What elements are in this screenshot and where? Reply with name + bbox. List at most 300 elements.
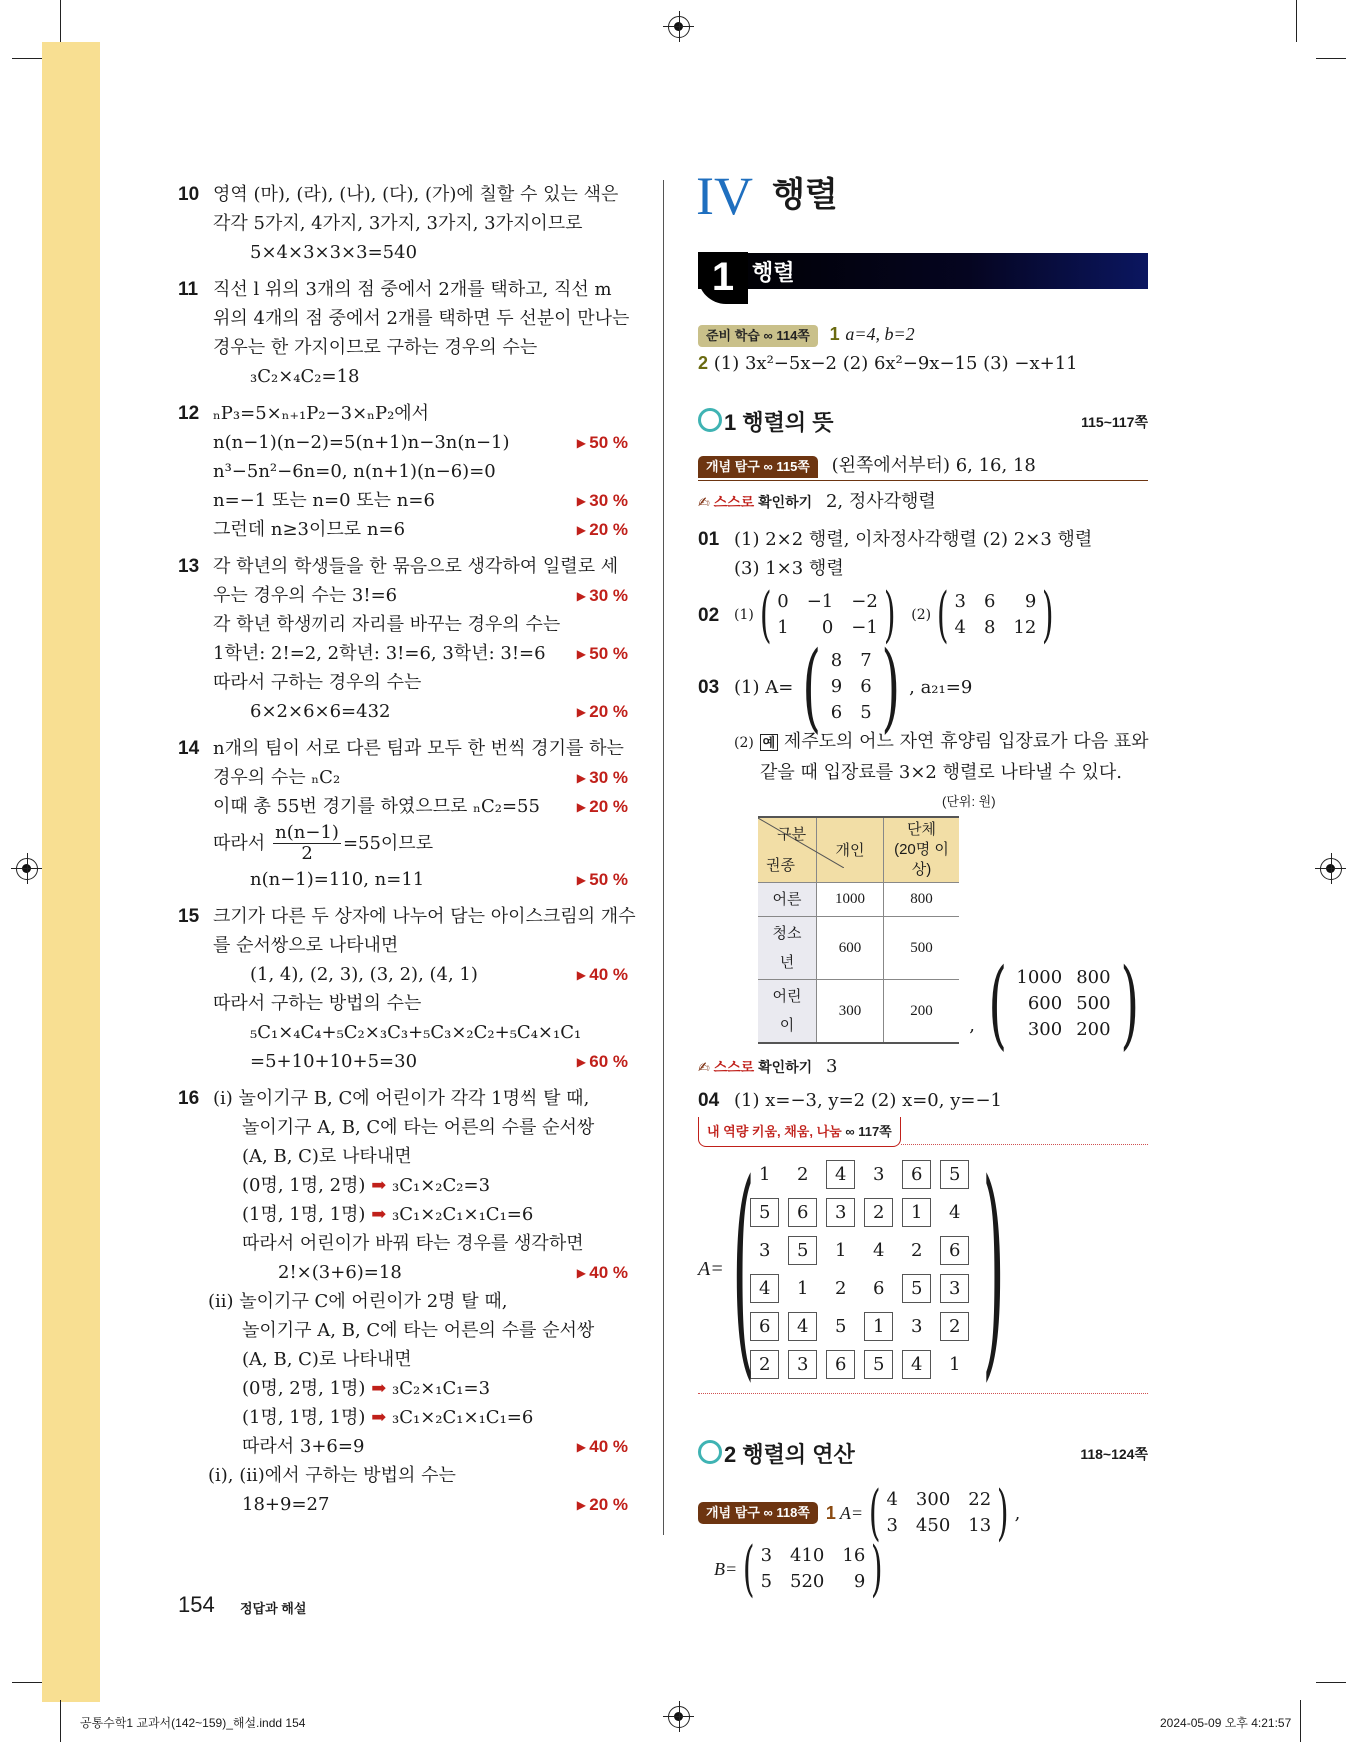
subsection-number: 2 xyxy=(724,1442,737,1467)
matrix-entry: 16 xyxy=(842,1545,866,1566)
solution-line xyxy=(178,486,628,515)
pencil-check-icon: ✍ xyxy=(698,1059,710,1075)
solution-line xyxy=(178,1171,628,1200)
cell-value: 3 xyxy=(910,1315,923,1337)
matrix-entry: 600 xyxy=(1027,993,1063,1014)
right-arrow-icon: ➡ xyxy=(371,1204,387,1225)
solution-line: 경우는 한 가지이므로 구하는 경우의 수는 xyxy=(213,337,538,358)
right-paren: ) xyxy=(997,1478,1009,1548)
matrix-entry: 7 xyxy=(860,650,872,671)
part-label: (2) xyxy=(911,606,932,623)
page-number: 154 xyxy=(178,1592,215,1617)
text: 따라서 xyxy=(213,832,266,854)
solution-line xyxy=(178,821,628,865)
solution-line xyxy=(178,697,628,726)
grid-cell xyxy=(898,1231,936,1269)
right-paren: ) xyxy=(1119,948,1139,1060)
cell-value: 2 xyxy=(834,1277,847,1299)
matrix-entry: 1 xyxy=(777,617,789,638)
cell-value: 5 xyxy=(940,1160,969,1189)
part-label: (1) A= xyxy=(734,676,794,698)
solution-line xyxy=(178,1403,628,1432)
boxed-cell xyxy=(822,1193,860,1231)
self-check-line xyxy=(698,487,1148,517)
part-label: (1) xyxy=(734,606,754,623)
prep-tag: 준비 학습 ∞ 114쪽 xyxy=(698,325,818,347)
ordered-triple: (0명, 1명, 2명) xyxy=(242,1175,366,1196)
page-range: 115~117쪽 xyxy=(1081,414,1148,430)
cell-value: 1 xyxy=(902,1198,931,1227)
registration-mark-icon xyxy=(668,1706,690,1728)
chapter-numeral: IV xyxy=(696,166,753,226)
solution-line: ₙP₃=5×ₙ₊₁P₂−3×ₙP₂에서 xyxy=(213,403,430,424)
crop-mark xyxy=(60,0,61,42)
column-header xyxy=(883,817,959,883)
matrix-entry: 200 xyxy=(1076,1019,1111,1040)
matrix-entry: 8 xyxy=(830,650,843,671)
solution-line: (A, B, C)로 나타내면 xyxy=(242,1349,412,1370)
cell-value: 1 xyxy=(758,1163,771,1185)
fee-table-wrap xyxy=(698,816,1148,1060)
solution-line: n개의 팀이 서로 다른 팀과 모두 한 번씩 경기를 하는 xyxy=(213,738,624,759)
solution-line: 크기가 다른 두 상자에 나누어 담는 아이스크림의 개수 xyxy=(213,906,636,927)
equation: =5+10+10+5=30 xyxy=(250,1051,418,1072)
capacity-label: 내 역량 키움, 채움, 나눔 xyxy=(707,1124,842,1139)
right-arrow-icon: ➡ xyxy=(371,1407,387,1428)
concept2-line xyxy=(698,1534,1148,1604)
matrix-label: A= xyxy=(698,1257,724,1280)
concept-tag: 개념 탐구 ∞ 115쪽 xyxy=(698,456,818,478)
grid-cell xyxy=(860,1269,898,1307)
solution-line: 각 학년 학생끼리 자리를 바꾸는 경우의 수는 xyxy=(213,614,561,635)
matrix xyxy=(793,631,909,743)
question-01 xyxy=(698,525,1148,583)
right-paren: ) xyxy=(1042,580,1054,650)
matrix-entry: 1000 xyxy=(1016,967,1063,988)
matrix-grid xyxy=(777,589,878,641)
corner-header xyxy=(758,817,817,883)
table-row xyxy=(758,980,959,1044)
cell-value: 6 xyxy=(788,1198,817,1227)
score-percent: ▶ 20 % xyxy=(577,1490,628,1521)
grid-cell xyxy=(822,1269,860,1307)
problem-14 xyxy=(178,734,628,894)
equation: 경우의 수는 ₙC₂ xyxy=(213,767,341,788)
right-arrow-icon: ➡ xyxy=(371,1378,387,1399)
solution-line xyxy=(178,763,628,792)
self-check-red: 스스로 xyxy=(713,494,755,510)
cell-value: 5 xyxy=(788,1236,817,1265)
dotted-rule xyxy=(698,1393,1148,1394)
solution-line: 각 학년의 학생들을 한 묶음으로 생각하여 일렬로 세 xyxy=(213,556,619,577)
matrix-entry: 8 xyxy=(983,617,996,638)
boxed-cell xyxy=(936,1155,974,1193)
score-percent: ▶ 30 % xyxy=(577,581,628,612)
column-header: 개인 xyxy=(817,817,884,883)
problem-13 xyxy=(178,552,628,726)
circle-icon xyxy=(698,1440,722,1464)
table-cell: 200 xyxy=(883,980,959,1044)
self-check-label xyxy=(698,1059,812,1075)
concept-line xyxy=(698,451,1148,481)
solution-line xyxy=(178,1490,628,1519)
score-percent: ▶ 20 % xyxy=(577,697,628,728)
crop-mark xyxy=(1316,1682,1346,1683)
boxed-cell xyxy=(936,1231,974,1269)
cell-value: 6 xyxy=(902,1160,931,1189)
matrix-grid xyxy=(1016,965,1110,1043)
matrix-entry: 800 xyxy=(1076,967,1111,988)
score-percent: ▶ 60 % xyxy=(577,1047,628,1078)
cell-value: 3 xyxy=(758,1239,771,1261)
matrix-entry: 4 xyxy=(954,617,966,638)
numerator: n(n−1) xyxy=(275,821,339,843)
equation: ₃C₁×₂C₁×₁C₁=6 xyxy=(392,1407,534,1428)
score-percent: ▶ 40 % xyxy=(577,1258,628,1289)
matrix-entry: 6 xyxy=(983,591,996,612)
registration-mark-icon xyxy=(668,16,690,38)
matrix-grid xyxy=(955,589,1037,641)
equation: 2!×(3+6)=18 xyxy=(278,1262,402,1283)
question-number: 03 xyxy=(698,676,720,698)
circle-icon xyxy=(698,408,722,432)
score-percent: ▶ 40 % xyxy=(577,1432,628,1463)
cell-value: 5 xyxy=(834,1315,847,1337)
row-header: 청소년 xyxy=(758,917,817,980)
cell-value: 2 xyxy=(796,1163,809,1185)
boxed-cell xyxy=(936,1269,974,1307)
qnum-text: 01 xyxy=(698,529,720,550)
matrix-grid xyxy=(831,648,872,726)
grid-cell xyxy=(822,1307,860,1345)
matrix-a xyxy=(863,1478,1015,1548)
boxed-cell xyxy=(784,1231,822,1269)
solution-line xyxy=(178,1432,628,1461)
matrix-grid xyxy=(761,1543,866,1595)
score-percent: ▶ 40 % xyxy=(577,960,628,991)
solution-line xyxy=(178,515,628,544)
matrix-entry: 3 xyxy=(954,591,966,612)
matrix-entry: 5 xyxy=(760,1571,773,1592)
solution-line xyxy=(178,792,628,821)
fee-table xyxy=(758,816,959,1044)
page-range: 118~124쪽 xyxy=(1080,1446,1148,1462)
cell-value: 3 xyxy=(826,1198,855,1227)
matrix-entry: 0 xyxy=(777,591,789,612)
self-check-black: 확인하기 xyxy=(758,1059,813,1075)
cell-value: 3 xyxy=(872,1163,885,1185)
table-row xyxy=(758,883,959,917)
crop-mark xyxy=(1296,0,1297,42)
matrix-entry: 3 xyxy=(760,1545,773,1566)
problem-16 xyxy=(178,1084,628,1519)
ordered-triple: (1명, 1명, 1명) xyxy=(242,1407,366,1428)
prep-line xyxy=(698,349,1148,378)
ordered-triple: (0명, 2명, 1명) xyxy=(242,1378,366,1399)
cell-value: 2 xyxy=(910,1239,923,1261)
solution-line: 를 순서쌍으로 나타내면 xyxy=(213,935,399,956)
solution-line: 따라서 구하는 경우의 수는 xyxy=(213,672,422,693)
part-label: (2) xyxy=(734,735,754,751)
solution-line xyxy=(178,1374,628,1403)
solution-line xyxy=(178,865,628,894)
left-paren: ( xyxy=(759,580,772,650)
subsection-heading xyxy=(698,1440,1148,1469)
equation: 따라서 3+6=9 xyxy=(242,1436,365,1457)
right-column xyxy=(698,320,1149,1604)
corner-bottom-label: 권종 xyxy=(766,857,795,874)
problem-number: 10 xyxy=(178,184,200,205)
solution-line: 위의 4개의 점 중에서 2개를 택하면 두 선분이 만나는 xyxy=(213,308,630,329)
equation: 이때 총 55번 경기를 하였으므로 ₙC₂=55 xyxy=(213,796,540,817)
equation: 우는 경우의 수는 3!=6 xyxy=(213,585,398,606)
grid-cell xyxy=(936,1345,974,1383)
solution-line: 직선 l 위의 3개의 점 중에서 2개를 택하고, 직선 m xyxy=(213,279,612,300)
matrix-entry: 300 xyxy=(1027,1019,1063,1040)
self-check-red: 스스로 xyxy=(713,1059,755,1075)
self-check-line xyxy=(698,1052,1148,1082)
matrix-entry: 9 xyxy=(853,1571,866,1592)
cell-value: 4 xyxy=(788,1312,817,1341)
registration-mark-icon xyxy=(16,858,38,880)
matrix-entry: 5 xyxy=(860,702,872,723)
table-row xyxy=(758,917,959,980)
table-cell: 1000 xyxy=(817,883,884,917)
matrix-entry: 410 xyxy=(790,1545,825,1566)
cell-value: 4 xyxy=(948,1201,961,1223)
solution-line: (i) 놀이기구 B, C에 어린이가 각각 1명씩 탈 때, xyxy=(213,1088,590,1109)
question-02 xyxy=(698,580,1148,650)
equation: n=−1 또는 n=0 또는 n=6 xyxy=(213,490,435,511)
matrix-entry: 450 xyxy=(915,1515,951,1536)
matrix-label: A= xyxy=(839,1502,864,1523)
equation: 그런데 n≥3이므로 n=6 xyxy=(213,519,406,540)
solution-line: n³−5n²−6n=0, n(n+1)(n−6)=0 xyxy=(213,461,496,482)
answer-line: 같을 때 입장료를 3×2 행렬로 나타낼 수 있다. xyxy=(760,762,1122,783)
table-unit: (단위: 원) xyxy=(942,794,996,809)
matrix-entry: −1 xyxy=(851,617,878,638)
page-section-label: 정답과 해설 xyxy=(240,1601,307,1616)
cell-value: 2 xyxy=(864,1198,893,1227)
left-column xyxy=(178,180,636,1527)
solution-line xyxy=(178,1047,628,1076)
section-title: 행렬 xyxy=(752,260,795,285)
problem-number: 12 xyxy=(178,403,200,424)
grid-cell xyxy=(784,1155,822,1193)
solution-line: 따라서 어린이가 바꿔 타는 경우를 생각하면 xyxy=(242,1233,584,1254)
solution-line xyxy=(178,639,628,668)
table-cell: 800 xyxy=(883,883,959,917)
crop-mark xyxy=(60,1700,61,1742)
crop-mark xyxy=(1316,58,1346,59)
subsection-number: 1 xyxy=(724,410,737,435)
margin-color-strip xyxy=(42,42,100,1702)
prep-item-number: 2 xyxy=(698,353,709,373)
prep-answer: (1) 3x²−5x−2 (2) 6x²−9x−15 (3) −x+11 xyxy=(713,353,1078,374)
equation: (1, 4), (2, 3), (3, 2), (4, 1) xyxy=(250,964,478,985)
table-cell: 600 xyxy=(817,917,884,980)
self-check-black: 확인하기 xyxy=(758,494,813,510)
capacity-tag xyxy=(698,1117,901,1147)
problem-number: 14 xyxy=(178,738,200,759)
left-paren: ( xyxy=(731,1135,755,1402)
cell-value: 6 xyxy=(826,1350,855,1379)
left-paren: ( xyxy=(743,1534,755,1604)
concept2-line xyxy=(698,1478,1148,1548)
solution-line xyxy=(178,1200,628,1229)
row-header: 어린이 xyxy=(758,980,817,1044)
question-number: 02 xyxy=(698,604,720,626)
left-paren: ( xyxy=(802,631,822,743)
cell-value: 2 xyxy=(750,1350,779,1379)
comma: , xyxy=(969,1015,975,1036)
score-percent: ▶ 30 % xyxy=(577,763,628,794)
score-percent: ▶ 50 % xyxy=(577,428,628,459)
problem-number: 16 xyxy=(178,1088,200,1109)
boxed-cell xyxy=(936,1307,974,1345)
table-cell: 500 xyxy=(883,917,959,980)
cell-value: 1 xyxy=(948,1353,961,1375)
solution-line: (ii) 놀이기구 C에 어린이가 2명 탈 때, xyxy=(208,1291,508,1312)
example-badge: 예 xyxy=(760,734,779,751)
boxed-cell xyxy=(898,1155,936,1193)
registration-mark-icon xyxy=(1320,858,1342,880)
equation: ₃C₁×₂C₁×₁C₁=6 xyxy=(392,1204,534,1225)
prep-item-number: 1 xyxy=(829,324,840,344)
solution-line: 영역 (마), (라), (나), (다), (가)에 칠할 수 있는 색은 xyxy=(213,184,619,205)
boxed-cell xyxy=(898,1345,936,1383)
solution-line: 놀이기구 A, B, C에 타는 어른의 수를 순서쌍 xyxy=(242,1320,595,1341)
grid-cell xyxy=(860,1155,898,1193)
score-percent: ▶ 50 % xyxy=(577,639,628,670)
matrix-entry: 6 xyxy=(830,702,843,723)
capacity-header xyxy=(698,1117,1148,1147)
crop-mark xyxy=(12,1682,42,1683)
boxed-cell xyxy=(784,1307,822,1345)
boxed-cell xyxy=(860,1193,898,1231)
solution-line: 놀이기구 A, B, C에 타는 어른의 수를 순서쌍 xyxy=(242,1117,595,1138)
answer-text: (1) x=−3, y=2 (2) x=0, y=−1 xyxy=(734,1090,1002,1111)
cell-value: 4 xyxy=(750,1274,779,1303)
cell-value: 4 xyxy=(902,1350,931,1379)
right-paren: ) xyxy=(883,580,896,650)
text: =55이므로 xyxy=(342,832,434,854)
solution-line: 5×4×3×3×3=540 xyxy=(250,242,418,263)
cell-value: 6 xyxy=(940,1236,969,1265)
boxed-cell xyxy=(860,1345,898,1383)
solution-line: 각각 5가지, 4가지, 3가지, 3가지, 3가지이므로 xyxy=(213,213,583,234)
boxed-cell xyxy=(822,1155,860,1193)
sudoku-matrix xyxy=(698,1135,1148,1402)
slug-timestamp: 2024-05-09 오후 4:21:57 xyxy=(1160,1716,1292,1730)
matrix-label: B= xyxy=(714,1558,738,1579)
self-check-answer: 3 xyxy=(825,1056,838,1077)
problem-number: 15 xyxy=(178,906,200,927)
cell-value: 3 xyxy=(940,1274,969,1303)
question-number xyxy=(698,525,734,554)
grid-cell xyxy=(936,1193,974,1231)
cell-value: 1 xyxy=(864,1312,893,1341)
matrix-entry: −2 xyxy=(851,591,878,612)
self-check-label xyxy=(698,494,812,510)
right-paren: ) xyxy=(871,1534,883,1604)
concept-answer: (왼쪽에서부터) 6, 16, 18 xyxy=(831,455,1036,476)
matrix-grid xyxy=(886,1487,991,1539)
subsection-title: 행렬의 연산 xyxy=(742,1442,855,1467)
cell-value: 1 xyxy=(796,1277,809,1299)
cell-value: 5 xyxy=(902,1274,931,1303)
prep-line xyxy=(698,320,1148,349)
subsection-heading xyxy=(698,408,1148,437)
problem-number: 11 xyxy=(178,279,199,300)
crop-mark xyxy=(1300,1700,1301,1742)
chapter-title: 행렬 xyxy=(772,176,838,214)
boxed-cell xyxy=(784,1193,822,1231)
cell-value: 2 xyxy=(940,1312,969,1341)
solution-line xyxy=(178,960,628,989)
ordered-triple: (1명, 1명, 1명) xyxy=(242,1204,366,1225)
cell-value: 1 xyxy=(834,1239,847,1261)
equation: ₃C₁×₂C₂=3 xyxy=(392,1175,491,1196)
header-line: 단체 xyxy=(907,821,936,838)
equation: ₃C₂×₁C₁=3 xyxy=(392,1378,491,1399)
grid-cell xyxy=(898,1307,936,1345)
cell-value: 3 xyxy=(788,1350,817,1379)
answer-text: 제주도의 어느 자연 휴양림 입장료가 다음 표와 xyxy=(783,731,1149,752)
question-number: 04 xyxy=(698,1090,720,1111)
corner-top-label: 구분 xyxy=(777,826,807,843)
solution-line: (A, B, C)로 나타내면 xyxy=(242,1146,412,1167)
prep-answer: a=4, b=2 xyxy=(845,324,915,344)
problem-12 xyxy=(178,399,628,544)
solution-line xyxy=(178,1258,628,1287)
fraction xyxy=(273,823,341,864)
problem-10 xyxy=(178,180,628,267)
pencil-check-icon: ✍ xyxy=(698,494,710,510)
solution-line: 따라서 구하는 방법의 수는 xyxy=(213,993,422,1014)
answer-line: (3) 1×3 행렬 xyxy=(734,558,844,579)
grid-cell xyxy=(784,1269,822,1307)
equation: 6×2×6×6=432 xyxy=(250,701,391,722)
score-percent: ▶ 20 % xyxy=(577,515,628,546)
boxed-cell xyxy=(860,1307,898,1345)
boxed-cell xyxy=(784,1345,822,1383)
question-04 xyxy=(698,1086,1148,1115)
equation: 18+9=27 xyxy=(242,1494,330,1515)
matrix-entry: 520 xyxy=(790,1571,825,1592)
subsection-title: 행렬의 뜻 xyxy=(742,410,834,435)
left-paren: ( xyxy=(988,948,1008,1060)
left-paren: ( xyxy=(936,580,949,650)
matrix-entry: 6 xyxy=(860,676,872,697)
comma: , xyxy=(1014,1502,1021,1524)
equation: 1학년: 2!=2, 2학년: 3!=6, 3학년: 3!=6 xyxy=(213,643,546,664)
matrix-entry: 9 xyxy=(1024,591,1037,612)
section-number: 1 xyxy=(698,252,748,304)
right-paren: ) xyxy=(981,1135,1005,1402)
table-cell: 300 xyxy=(817,980,884,1044)
boxed-cell xyxy=(898,1193,936,1231)
cell-value: 5 xyxy=(750,1198,779,1227)
answer-line: (1) 2×2 행렬, 이차정사각행렬 (2) 2×3 행렬 xyxy=(734,529,1093,550)
equation: n(n−1)=110, n=11 xyxy=(250,869,425,890)
left-paren: ( xyxy=(868,1478,881,1548)
matrix-entry: 12 xyxy=(1013,617,1037,638)
row-header: 어른 xyxy=(758,883,817,917)
matrix-entry: 4 xyxy=(886,1489,898,1510)
right-paren: ) xyxy=(881,631,900,743)
capacity-pages: ∞ 117쪽 xyxy=(845,1124,892,1139)
